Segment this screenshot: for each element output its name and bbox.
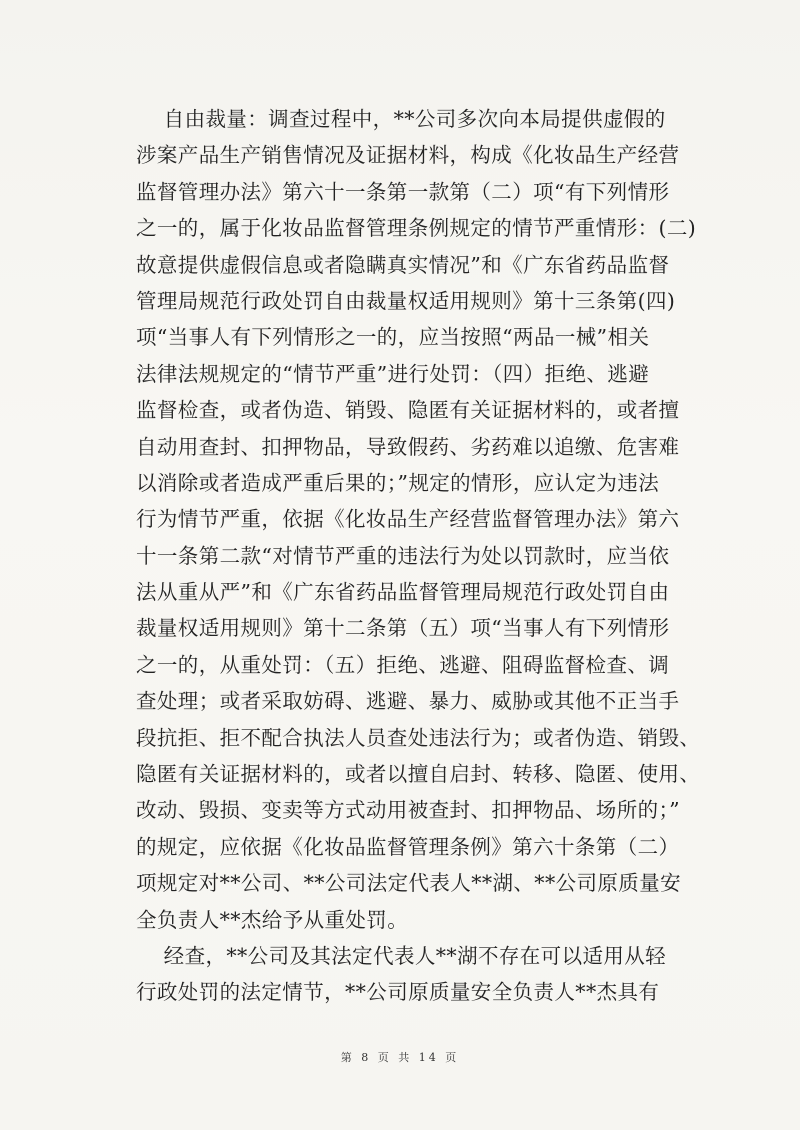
text-line: 自由裁量：调查过程中，**公司多次向本局提供虚假的 [136,107,666,131]
text-line: 故意提供虚假信息或者隐瞒真实情况”和《广东省药品监督 [136,252,670,277]
text-line: 项规定对**公司、**公司法定代表人**湖、**公司原质量安 [136,871,681,896]
text-line: 改动、毁损、变卖等方式动用被查封、扣押物品、场所的；” [136,798,681,823]
text-line: 之一的，从重处罚：（五）拒绝、逃避、阻碍监督检查、调 [136,652,670,677]
text-line: 的规定，应依据《化妆品监督管理条例》第六十条第（二） [136,834,680,859]
text-line: 行为情节严重，依据《化妆品生产经营监督管理办法》第六 [136,507,680,532]
text-line: 全负责人**杰给予从重处罚。 [136,907,409,932]
text-line: 法律法规规定的“情节严重”进行处罚：（四）拒绝、逃避 [136,361,650,386]
text-line: 裁量权适用规则》第十二条第（五）项“当事人有下列情形 [136,616,670,641]
text-line: 监督管理办法》第六十一条第一款第（二）项“有下列情形 [136,179,670,204]
text-line: 查处理；或者采取妨碍、逃避、暴力、威胁或其他不正当手 [136,689,680,714]
text-line: 段抗拒、拒不配合执法人员查处违法行为；或者伪造、销毁、 [136,725,701,750]
text-line: 十一条第二款“对情节严重的违法行为处以罚款时，应当依 [136,543,670,568]
text-line: 经查，**公司及其法定代表人**湖不存在可以适用从轻 [136,943,667,968]
text-line: 隐匿有关证据材料的，或者以擅自启封、转移、隐匿、使用、 [136,762,701,787]
text-line: 以消除或者造成严重后果的；”规定的情形，应认定为违法 [136,470,660,495]
text-line: 涉案产品生产销售情况及证据材料，构成《化妆品生产经营 [136,143,680,168]
text-line: 之一的，属于化妆品监督管理条例规定的情节严重情形：(二) [136,216,697,241]
page-footer [0,1049,800,1065]
text-line: 行政处罚的法定情节，**公司原质量安全负责人**杰具有 [136,980,660,1005]
text-line: 监督检查，或者伪造、销毁、隐匿有关证据材料的，或者擅 [136,398,680,423]
text-line: 管理局规范行政处罚自由裁量权适用规则》第十三条第(四) [136,288,676,313]
text-line: 法从重从严”和《广东省药品监督管理局规范行政处罚自由 [136,580,670,605]
text-line: 项“当事人有下列情形之一的，应当按照“两品一械”相关 [136,325,650,350]
page-number: 第 8 页 共 14 页 [340,1051,460,1064]
document-body [136,101,701,1011]
text-line: 自动用查封、扣押物品，导致假药、劣药难以追缴、危害难 [136,434,680,459]
